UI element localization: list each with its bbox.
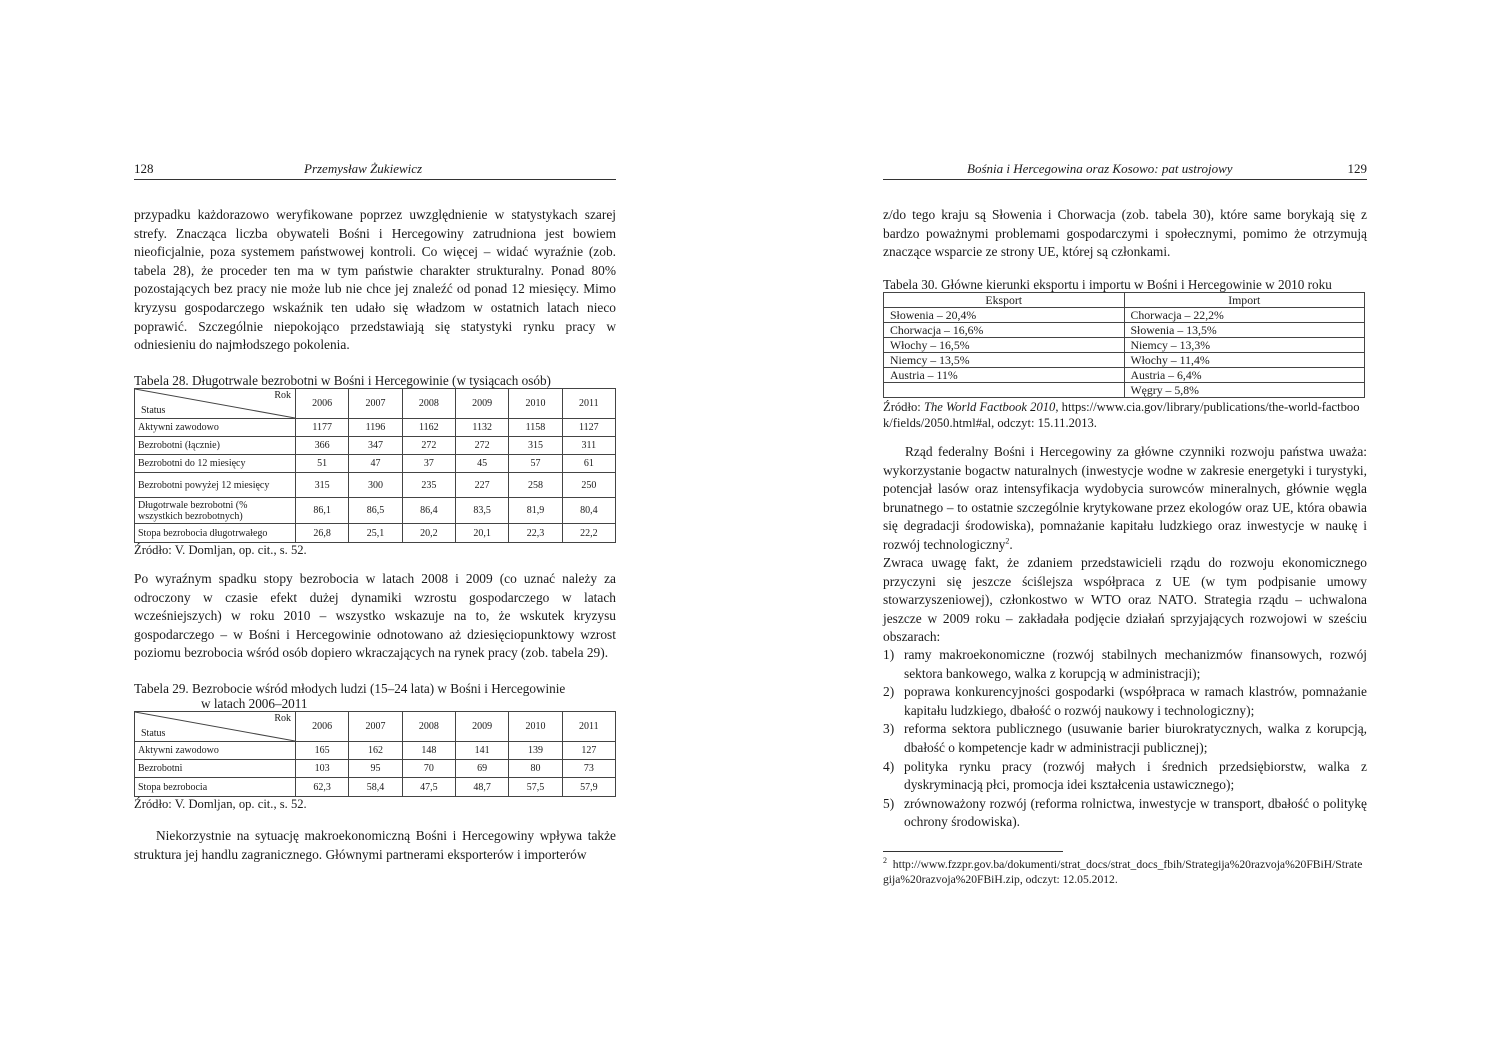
table-cell: 315: [296, 473, 349, 498]
table-row: [884, 308, 1365, 323]
table-cell: 315: [509, 437, 562, 455]
footnote: [883, 857, 1367, 887]
table-caption: Tabela 30. Główne kierunki eksportu i importu w Bośni i Hercegowinie w 2010 roku: [883, 277, 1332, 292]
table-row: [135, 437, 616, 455]
table-cell: 20,2: [402, 524, 455, 543]
table-cell: Niemcy – 13,3%: [1124, 338, 1365, 353]
body-paragraph: przypadku każdorazowo weryfikowane poprzez uwzględnienie w statystykach szarej strefy. Znacząca liczba obywateli Bośni i Hercegowiny zatrudniona jest bowiem nieoficjalnie, poza systemem państwowej kontroli. Co więcej – widać wyraźnie (zob. tabela 28), że proceder ten ma w tym państwie charakter strukturalny. Ponad 80% pozostających bez pracy nie może lub nie chce jej znaleźć od ponad 12 miesięcy. Mimo kryzysu gospodarczego wskaźnik ten udało się władzom w ostatnich latach nieco poprawić. Szczególnie niepokojąco przedstawiają się statystyki rynku pracy w odniesieniu do najmłodszego pokolenia.: [134, 207, 616, 353]
table-cell: 25,1: [349, 524, 402, 543]
table-cell: 1177: [296, 419, 349, 437]
row-label: Bezrobotni (łącznie): [135, 437, 296, 455]
year-header: 2010: [509, 389, 562, 419]
table-row: [884, 323, 1365, 338]
year-header: 2011: [562, 712, 615, 742]
table-row: [135, 778, 616, 797]
list-text: poprawa konkurencyjności gospodarki (współpraca w ramach klastrów, pomnażanie kapitału ludzkiego, dbałość o rozwój naukowy i technologiczny);: [904, 684, 1367, 718]
row-label: Długotrwale bezrobotni (% wszystkich bezrobotnych): [135, 498, 296, 524]
table-cell: 103: [296, 760, 349, 778]
body-paragraph: Zwraca uwagę fakt, że zdaniem przedstawicieli rządu do rozwoju ekonomicznego przyczyni się jeszcze ściślejsza współpraca z UE (w tym podpisanie umowy stowarzyszeniowej), członkostwo w WTO oraz NATO. Strategia rządu – uchwalona jeszcze w 2009 roku – zakładała podjęcie działań sprzyjających rozwojowi w sześciu obszarach:: [883, 555, 1367, 645]
list-item: [883, 683, 1367, 720]
table-cell: Chorwacja – 22,2%: [1124, 308, 1365, 323]
list-item: [883, 795, 1367, 832]
table-row: [884, 368, 1365, 383]
list-item: [883, 758, 1367, 795]
list-number: 5): [883, 795, 895, 811]
table-cell: 70: [402, 760, 455, 778]
table-cell: 26,8: [296, 524, 349, 543]
table-cell: Słowenia – 13,5%: [1124, 323, 1365, 338]
year-header: 2009: [455, 389, 508, 419]
table-cell: 57,5: [509, 778, 562, 797]
right-page: [883, 0, 1367, 1061]
table-cell: 162: [349, 742, 402, 760]
table-cell: 127: [562, 742, 615, 760]
page-number: 129: [1347, 161, 1367, 176]
body-paragraph: Niekorzystnie na sytuację makroekonomiczną Bośni i Hercegowiny wpływa także struktura jej handlu zagranicznego. Głównymi partnerami eksporterów i importerów: [134, 828, 616, 862]
source-title: The World Factbook 2010: [923, 400, 1056, 414]
table-caption: Tabela 28. Długotrwale bezrobotni w Bośni i Hercegowinie (w tysiącach osób): [134, 373, 551, 388]
table-cell: Chorwacja – 16,6%: [884, 323, 1125, 338]
table-cell: 165: [296, 742, 349, 760]
table-row: [884, 338, 1365, 353]
table-cell: 272: [455, 437, 508, 455]
table-cell: 80,4: [562, 498, 615, 524]
table-cell: 22,3: [509, 524, 562, 543]
table-cell: 95: [349, 760, 402, 778]
table-cell: Włochy – 16,5%: [884, 338, 1125, 353]
row-label: Stopa bezrobocia długotrwałego: [135, 524, 296, 543]
page-header: [134, 161, 616, 180]
corner-status-label: Status: [141, 728, 166, 739]
list-text: zrównoważony rozwój (reforma rolnictwa, inwestycje w transport, dbałość o politykę ochrony środowiska).: [904, 795, 1367, 830]
table-cell: 73: [562, 760, 615, 778]
table-cell: Austria – 6,4%: [1124, 368, 1365, 383]
table-cell: 86,5: [349, 498, 402, 524]
list-item: [883, 720, 1367, 757]
source-prefix: Źródło:: [883, 400, 924, 414]
table-cell: 58,4: [349, 778, 402, 797]
column-header: Eksport: [884, 293, 1125, 308]
table-cell: Słowenia – 20,4%: [884, 308, 1125, 323]
row-label: Bezrobotni: [135, 760, 296, 778]
table-cell: 86,1: [296, 498, 349, 524]
table-cell: 366: [296, 437, 349, 455]
footnote-text: http://www.fzzpr.gov.ba/dokumenti/strat_docs/strat_docs_fbih/Strategija%20razvoja%20FBiH/Strategija%20razvoja%20FBiH.zip, odczyt: 12.05.2012.: [883, 858, 1363, 886]
table-30: [883, 292, 1365, 398]
table-cell: 62,3: [296, 778, 349, 797]
corner-year-label: Rok: [274, 390, 291, 401]
table-caption: Tabela 29. Bezrobocie wśród młodych ludzi (15–24 lata) w Bośni i Hercegowinie: [134, 681, 566, 696]
row-label: Bezrobotni powyżej 12 miesięcy: [135, 473, 296, 498]
table-cell: 81,9: [509, 498, 562, 524]
list-number: 1): [883, 647, 895, 662]
paragraph-text: Rząd federalny Bośni i Hercegowiny za główne czynniki rozwoju państwa uważa: wykorzystanie bogactw naturalnych (inwestycje wodne w zakresie energetyki i turystyki, potencjał lasów oraz intensyfikacja wydobycia surowców mineralnych, głównie węgla brunatnego – to ostatnie szczególnie krytykowane przez ekologów oraz UE, która obawia się degradacji środowiska), pomnażanie kapitału ludzkiego oraz inwestycje w naukę i rozwój technologiczny: [883, 444, 1367, 552]
table-cell: 141: [455, 742, 508, 760]
corner-status-label: Status: [141, 405, 166, 416]
table-cell: 1162: [402, 419, 455, 437]
page-number: 128: [134, 161, 154, 176]
table-cell: 47: [349, 455, 402, 473]
table-cell: 45: [455, 455, 508, 473]
table-cell: 57: [509, 455, 562, 473]
table-cell: 148: [402, 742, 455, 760]
table-row: [135, 455, 616, 473]
list-text: ramy makroekonomiczne (rozwój stabilnych mechanizmów finansowych, rozwój sektora bankowego, walka z korupcją w administracji);: [904, 647, 1367, 681]
table-cell: 48,7: [455, 778, 508, 797]
table-source: Źródło: V. Domljan, op. cit., s. 52.: [134, 543, 307, 557]
body-paragraph: Po wyraźnym spadku stopy bezrobocia w latach 2008 i 2009 (co uznać należy za odroczony w czasie efekt dużej dynamiki wzrostu gospodarczego w latach wcześniejszych) w roku 2010 – wszystko wskazuje na to, że wskutek kryzysu gospodarczego – w Bośni i Hercegowinie odnotowano aż dziesięciopunktowy wzrost poziomu bezrobocia wśród osób dopiero wkraczających na rynek pracy (zob. tabela 29).: [134, 571, 616, 661]
list-item: [883, 646, 1367, 683]
year-header: 2008: [402, 712, 455, 742]
table-row: [135, 419, 616, 437]
table-cell: 235: [402, 473, 455, 498]
table-cell: 1158: [509, 419, 562, 437]
table-cell: 300: [349, 473, 402, 498]
table-cell: 69: [455, 760, 508, 778]
table-row: [135, 760, 616, 778]
table-row: [884, 383, 1365, 398]
paragraph-end: .: [1009, 536, 1013, 552]
year-header: 2009: [455, 712, 508, 742]
footnote-mark: 2: [883, 856, 887, 866]
table-cell: 37: [402, 455, 455, 473]
table-cell: 1132: [455, 419, 508, 437]
table-row: [884, 353, 1365, 368]
row-label: Aktywni zawodowo: [135, 742, 296, 760]
table-cell: 61: [562, 455, 615, 473]
table-cell: [884, 383, 1125, 398]
table-cell: Niemcy – 13,5%: [884, 353, 1125, 368]
row-label: Aktywni zawodowo: [135, 419, 296, 437]
body-paragraph: [883, 443, 1367, 555]
table-cell: 22,2: [562, 524, 615, 543]
table-cell: 272: [402, 437, 455, 455]
table-cell: 20,1: [455, 524, 508, 543]
left-page: [134, 0, 616, 1061]
footnote-rule: [883, 851, 1063, 852]
year-header: 2006: [296, 712, 349, 742]
table-cell: 250: [562, 473, 615, 498]
row-label: Stopa bezrobocia: [135, 778, 296, 797]
year-header: 2010: [509, 712, 562, 742]
table-row: [135, 742, 616, 760]
table-cell: 227: [455, 473, 508, 498]
list-text: polityka rynku pracy (rozwój małych i średnich przedsiębiorstw, walka z dyskryminacją płci, promocja idei kształcenia ustawicznego);: [904, 758, 1367, 793]
table-cell: 139: [509, 742, 562, 760]
numbered-list: [883, 646, 1367, 832]
table-cell: 347: [349, 437, 402, 455]
table-cell: Włochy – 11,4%: [1124, 353, 1365, 368]
table-cell: Węgry – 5,8%: [1124, 383, 1365, 398]
table-28: [134, 388, 616, 543]
year-header: 2008: [402, 389, 455, 419]
row-label: Bezrobotni do 12 miesięcy: [135, 455, 296, 473]
table-cell: 57,9: [562, 778, 615, 797]
source-link: , https://www.cia.gov/library/publications/the-world-factbook/fields/2050.html#al, odczyt: 15.11.2013.: [883, 400, 1360, 430]
table-caption-continued: w latach 2006–2011: [201, 696, 308, 711]
running-head: Bośnia i Hercegowina oraz Kosowo: pat ustrojowy: [967, 161, 1233, 176]
list-text: reforma sektora publicznego (usuwanie barier biurokratycznych, walka z korupcją, dbałość o kompetencje kadr w administracji publicznej);: [904, 721, 1367, 755]
footnote-reference: 2: [1005, 536, 1010, 546]
running-head: Przemysław Żukiewicz: [304, 161, 423, 176]
year-header: 2006: [296, 389, 349, 419]
table-29: [134, 711, 616, 797]
list-number: 2): [883, 684, 895, 700]
body-paragraph: z/do tego kraju są Słowenia i Chorwacja (zob. tabela 30), które same borykają się z bardzo poważnymi problemami gospodarczymi i społecznymi, pomimo że otrzymują znaczące wsparcie ze strony UE, której są członkami.: [883, 207, 1367, 260]
table-cell: 51: [296, 455, 349, 473]
year-header: 2011: [562, 389, 615, 419]
corner-year-label: Rok: [274, 713, 291, 724]
table-cell: 311: [562, 437, 615, 455]
column-header: Import: [1124, 293, 1365, 308]
table-corner-cell: [135, 389, 296, 419]
table-cell: 1127: [562, 419, 615, 437]
table-row: [135, 473, 616, 498]
list-number: 4): [883, 758, 895, 774]
table-source: Źródło: V. Domljan, op. cit., s. 52.: [134, 797, 307, 811]
table-cell: Austria – 11%: [884, 368, 1125, 383]
table-cell: 80: [509, 760, 562, 778]
table-source: [883, 399, 1367, 431]
table-row: [135, 498, 616, 524]
table-cell: 86,4: [402, 498, 455, 524]
table-row: [135, 524, 616, 543]
year-header: 2007: [349, 389, 402, 419]
list-number: 3): [883, 721, 895, 737]
table-corner-cell: [135, 712, 296, 742]
year-header: 2007: [349, 712, 402, 742]
page-header: [883, 161, 1367, 180]
table-cell: 83,5: [455, 498, 508, 524]
table-cell: 47,5: [402, 778, 455, 797]
table-cell: 1196: [349, 419, 402, 437]
table-cell: 258: [509, 473, 562, 498]
